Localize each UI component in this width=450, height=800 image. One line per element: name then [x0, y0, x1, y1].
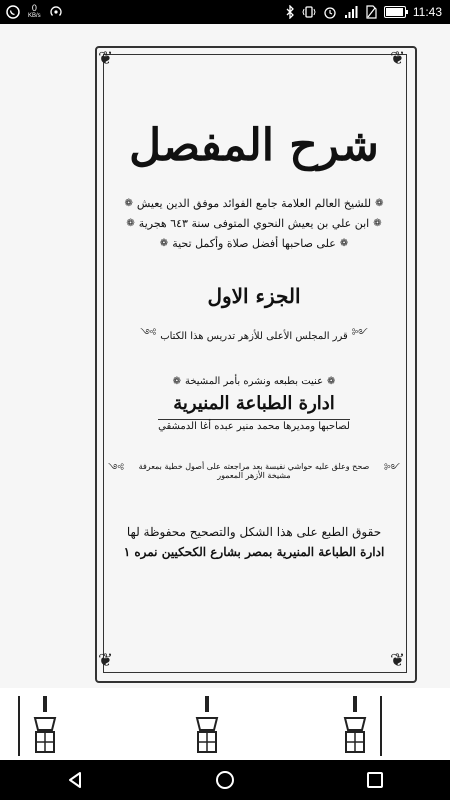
corner-ornament-icon: ❦	[98, 650, 114, 671]
author-line-3-row	[108, 237, 400, 250]
signal-icon	[344, 5, 358, 19]
book-page-viewer[interactable]	[0, 24, 450, 688]
decorative-column-icon	[340, 696, 370, 754]
printing-note: عنيت بطبعه ونشره بأمر المشيخة	[184, 376, 324, 387]
ornament-icon: ❁	[172, 376, 181, 387]
recents-button[interactable]	[355, 765, 395, 795]
decision-row	[108, 322, 400, 350]
recents-square-icon	[366, 771, 384, 789]
clock: 11:43	[412, 5, 442, 19]
correction-note-row	[108, 457, 400, 485]
scroll-ornament-icon: ༻	[108, 463, 124, 474]
scroll-ornament-icon: ༺	[384, 463, 400, 474]
back-button[interactable]	[55, 765, 95, 795]
author-line-2-row	[108, 217, 400, 230]
volume-label: الجزء الاول	[207, 284, 301, 308]
back-triangle-icon	[66, 771, 84, 789]
no-sim-icon	[365, 5, 377, 19]
battery-icon	[384, 6, 406, 18]
network-speed-value: 0	[31, 3, 37, 13]
page-border-line	[380, 696, 382, 756]
decorative-column-icon	[30, 696, 60, 754]
home-button[interactable]	[205, 765, 245, 795]
next-page-preview[interactable]	[0, 688, 450, 760]
ornament-icon: ❁	[339, 238, 349, 249]
author-line-1-row	[108, 197, 400, 210]
scroll-ornament-icon: ༻	[140, 328, 157, 339]
navigation-bar	[0, 760, 450, 800]
author-line-3: على صاحبها أفضل صلاة وأكمل تحية	[172, 237, 336, 250]
bluetooth-icon	[285, 5, 295, 19]
corner-ornament-icon: ❦	[390, 650, 406, 671]
correction-note: صحح وعلق عليه حواشي نفيسة بعد مراجعته على أصول خطية بمعرفة مشيخة الأزهر المعمور	[138, 462, 370, 480]
scroll-ornament-icon: ༺	[351, 328, 368, 339]
author-line-1: للشيخ العالم العلامة جامع الفوائد موفق الدين يعيش	[136, 197, 372, 210]
whatsapp-icon	[6, 5, 20, 19]
ornament-icon: ❁	[373, 218, 382, 229]
page-border-line	[18, 696, 20, 756]
home-circle-icon	[215, 770, 235, 790]
book-title: شرح المفصل	[129, 120, 379, 171]
decorative-column-icon	[192, 696, 222, 754]
rights-line-2: ادارة الطباعة المنيرية بمصر بشارع الكحكيين نمره ١	[123, 545, 385, 559]
press-owner: لصاحبها ومديرها محمد منير عبده أغا الدمشقي	[158, 421, 350, 432]
ornament-icon: ❁	[327, 376, 336, 387]
alarm-icon	[323, 5, 337, 19]
status-bar	[0, 0, 450, 24]
network-speed	[28, 4, 41, 20]
ornament-icon: ❁	[375, 198, 384, 209]
corner-ornament-icon: ❦	[98, 48, 114, 69]
network-speed-unit: KB/s	[28, 13, 41, 19]
printing-note-row	[108, 376, 400, 387]
ornament-icon: ❁	[124, 198, 133, 209]
rights-line-1: حقوق الطبع على هذا الشكل والتصحيح محفوظة لها	[126, 525, 382, 539]
battery-level-fill	[386, 8, 403, 16]
ornament-icon: ❁	[159, 238, 169, 249]
decision-text: قرر المجلس الأعلى للأزهر تدريس هذا الكتاب	[160, 330, 348, 342]
author-line-2: ابن علي بن يعيش النحوي المتوفى سنة ٦٤٣ هجرية	[138, 217, 370, 230]
hotspot-icon	[49, 5, 63, 19]
ornament-icon: ❁	[126, 218, 135, 229]
title-page-content	[108, 62, 400, 559]
press-name: ادارة الطباعة المنيرية	[173, 393, 335, 414]
corner-ornament-icon: ❦	[390, 48, 406, 69]
vibrate-icon	[302, 5, 316, 19]
